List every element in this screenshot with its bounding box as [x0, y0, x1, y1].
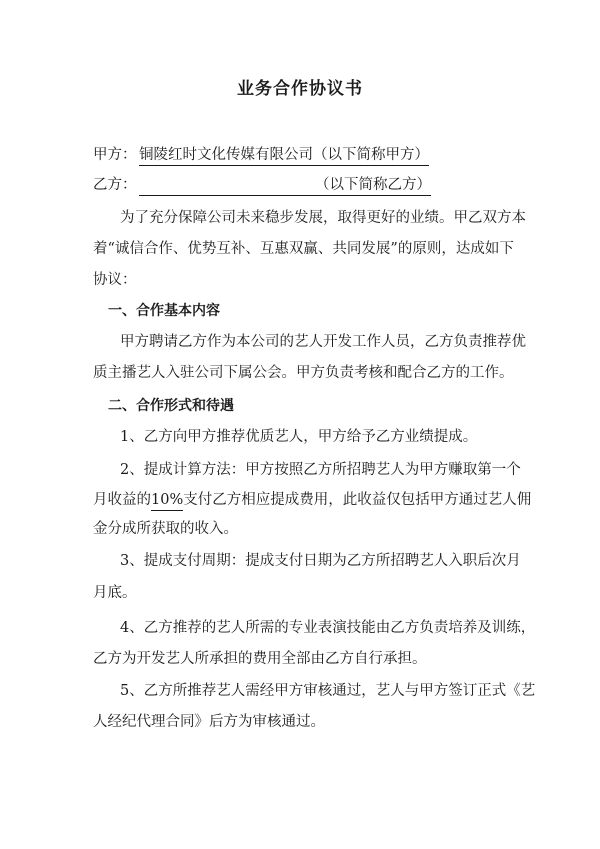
item-4-line-1: 4、乙方推荐的艺人所需的专业表演技能由乙方负责培养及训练， [120, 620, 536, 636]
party-b-line [93, 175, 431, 196]
item-1: 1、乙方向甲方推荐优质艺人，甲方给予乙方业绩提成。 [120, 429, 478, 445]
preamble-line-3: 协议： [93, 272, 137, 288]
item-5-line-2: 人经纪代理合同》后方为审核通过。 [93, 714, 325, 730]
party-a-label: 甲方： [93, 147, 137, 163]
party-a-value: 铜陵红时文化传媒有限公司（以下简称甲方） [139, 146, 429, 166]
preamble-line-2: 着“诚信合作、优势互补、互惠双赢、共同发展”的原则，达成如下 [93, 241, 514, 257]
preamble-line-1: 为了充分保障公司未来稳步发展，取得更好的业绩。甲乙双方本 [120, 210, 526, 226]
item-2-line-2-pre: 月收益的 [93, 492, 151, 508]
document-title: 业务合作协议书 [237, 79, 363, 99]
commission-percentage: 10% [151, 491, 183, 511]
party-a-line [93, 145, 429, 166]
item-3-line-1: 3、提成支付周期：提成支付日期为乙方所招聘艺人入职后次月 [120, 553, 521, 569]
party-b-blank-field[interactable] [139, 176, 431, 196]
section-1-line-2: 质主播艺人入驻公司下属公会。甲方负责考核和配合乙方的工作。 [93, 365, 514, 381]
item-2-line-2 [93, 490, 531, 511]
item-2-line-1: 2、提成计算方法：甲方按照乙方所招聘艺人为甲方赚取第一个 [120, 462, 521, 478]
section-2-heading: 二、合作形式和待遇 [108, 398, 234, 414]
party-b-suffix: （以下简称乙方） [315, 177, 431, 193]
section-1-heading: 一、合作基本内容 [108, 303, 220, 319]
item-5-line-1: 5、乙方所推荐艺人需经甲方审核通过，艺人与甲方签订正式《艺 [120, 683, 536, 699]
item-2-line-3: 金分成所获取的收入。 [93, 521, 238, 537]
party-b-label: 乙方： [93, 177, 137, 193]
item-3-line-2: 月底。 [93, 585, 137, 601]
item-2-line-2-post: 支付乙方相应提成费用，此收益仅包括甲方通过艺人佣 [183, 492, 532, 508]
section-1-line-1: 甲方聘请乙方作为本公司的艺人开发工作人员，乙方负责推荐优 [120, 334, 526, 350]
item-4-line-2: 乙方为开发艺人所承担的费用全部由乙方自行承担。 [93, 651, 427, 667]
